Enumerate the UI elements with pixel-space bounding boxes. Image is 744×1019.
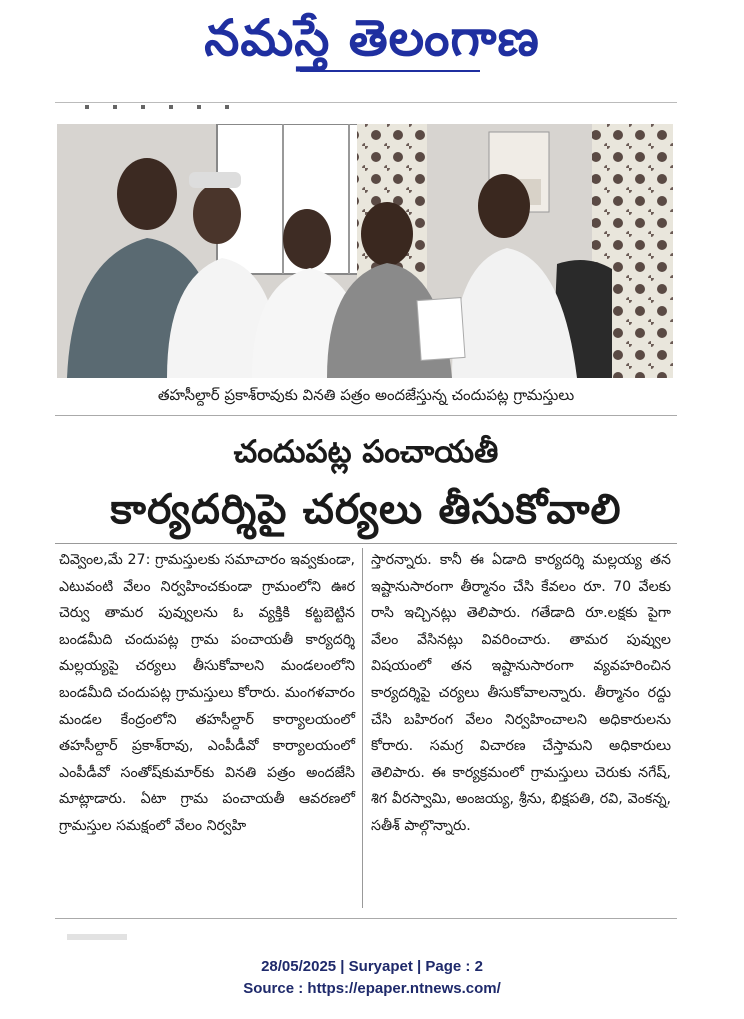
- divider: [55, 102, 677, 103]
- news-photo: [57, 124, 673, 378]
- article-text: స్తారన్నారు. కానీ ఈ ఏడాది కార్యదర్శి మల్లయ్య తన ఇష్టానుసారంగా తీర్మానం చేసి కేవలం రూ. 70 వేలకు రాసి ఇచ్చినట్లు తెలిపారు. గతేడాది రూ.లక్షకు పైగా వేలం వేసినట్లు వివరించారు. తామర పువ్వుల విషయంలో తన ఇష్టానుసారంగా వ్యవహరించిన కార్యదర్శిపై చర్యలు తీసుకోవాలన్నారు. తీర్మానం రద్దు చేసి బహిరంగ వేలం నిర్వహించాలని అధికారులను కోరారు. సమగ్ర విచారణ చేస్తామని అధికారులు తెలిపారు. ఈ కార్యక్రమంలో గ్రామస్తులు చెరుకు నగేష్, శిగ వీరస్వామి, అంజయ్య, శ్రీను, భిక్షపతి, రవి, వెంకన్న, సతీశ్ పాల్గొన్నారు.: [371, 552, 671, 834]
- news-clipping: [55, 92, 677, 922]
- masthead: [0, 0, 744, 80]
- masthead-rule: [300, 70, 480, 72]
- column-divider: [362, 548, 363, 908]
- divider: [55, 543, 677, 544]
- article-kicker: చందుపట్ల పంచాయతీ: [233, 434, 499, 470]
- newspaper-logo: నమస్తే తెలంగాణ: [204, 9, 540, 67]
- page-footer: [0, 956, 744, 1000]
- clipping-top-marks: [85, 94, 335, 100]
- next-article-stub: [67, 934, 127, 940]
- article-column-right: [371, 547, 671, 840]
- divider: [55, 415, 677, 416]
- article-column-left: [59, 547, 355, 840]
- article-text: చివ్వెంల,మే 27: గ్రామస్తులకు సమాచారం ఇవ్వకుండా, ఎటువంటి వేలం నిర్వహించకుండా గ్రామంలోని ఊర చెర్వు తామర పువ్వులను ఓ వ్యక్తికి కట్టబెట్టిన బండమీది చందుపట్ల గ్రామ పంచాయతీ కార్యదర్శి మల్లయ్యపై చర్యలు తీసుకోవాలని మండలంలోని బండమీది చందుపట్ల గ్రామస్తులు కోరారు. మంగళవారం మండల కేంద్రంలోని తహసీల్దార్ కార్యాలయంలో తహసీల్దార్ ప్రకాశ్‌రావు, ఎంపీడీవో కార్యాలయంలో ఎంపీడీవో సంతోష్‌కుమార్‌కు వినతి పత్రం అందజేసి మాట్లాడారు. ఏటా గ్రామ పంచాయతీ ఆవరణలో గ్రామస్తుల సమక్షంలో వేలం నిర్వహి: [59, 552, 355, 834]
- edition-info: 28/05/2025 | Suryapet | Page : 2: [261, 958, 483, 975]
- divider: [55, 918, 677, 919]
- article-headline: కార్యదర్శిపై చర్యలు తీసుకోవాలి: [110, 485, 622, 533]
- photo-caption: తహసీల్దార్ ప్రకాశ్‌రావుకు వినతి పత్రం అందజేస్తున్న చందుపట్ల గ్రామస్తులు: [157, 386, 575, 404]
- source-link[interactable]: Source : https://epaper.ntnews.com/: [243, 980, 501, 997]
